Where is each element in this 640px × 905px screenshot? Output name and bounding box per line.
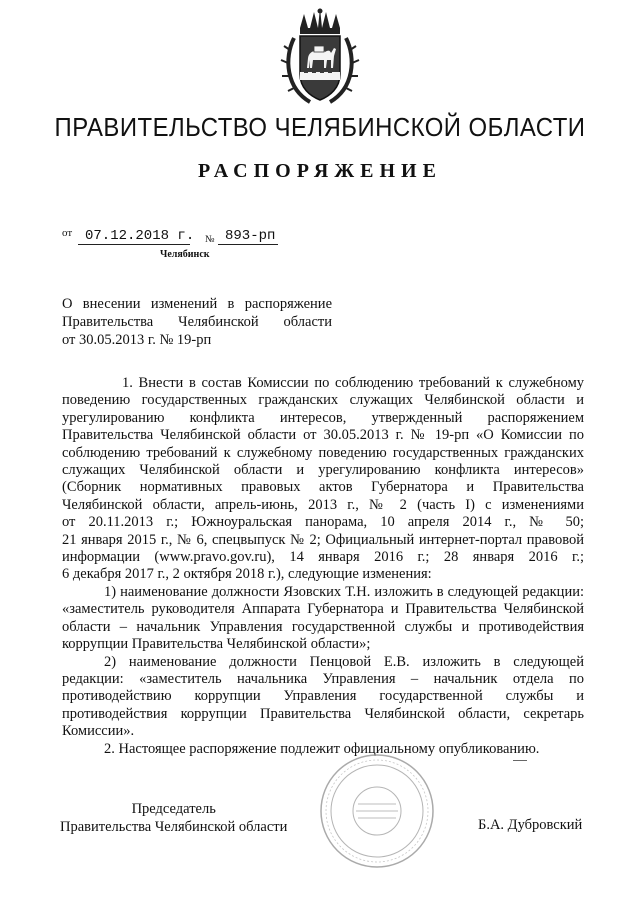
body-line: противодействию коррупции Управления государственной службы и	[62, 688, 584, 705]
body-line: редакции: «заместитель начальника Управления – начальник отдела по	[62, 670, 584, 687]
body-line: служащих Челябинской области и урегулированию конфликта интересов»	[62, 462, 584, 479]
chelyabinsk-coat-of-arms-icon	[280, 8, 360, 106]
body-line: поведению государственных гражданских служащих Челябинской области и	[62, 392, 584, 409]
signatory-position-line: Председатель	[131, 801, 216, 817]
body-line: соблюдению требований к служебному поведению государственных гражданских	[62, 444, 584, 461]
body-line: «заместитель руководителя Аппарата Губернатора и Правительства Челябинской	[62, 601, 584, 618]
number-underline	[218, 244, 278, 245]
document-type-heading: РАСПОРЯЖЕНИЕ	[198, 160, 442, 182]
number-label: №	[205, 234, 215, 245]
scan-mark	[513, 760, 527, 761]
document-number: 893-рп	[225, 228, 276, 244]
body-line: 1) наименование должности Язовских Т.Н. изложить в следующей редакции:	[104, 583, 584, 600]
body-line: области – начальник Управления государственной службы и противодействия	[62, 618, 584, 635]
body-line: 6 декабря 2017 г., 2 октября 2018 г.), следующие изменения:	[62, 566, 432, 583]
document-date: 07.12.2018 г.	[85, 228, 195, 244]
body-line: Правительства Челябинской области от 30.05.2013 г. № 19-рп «О Комиссии по	[62, 427, 584, 444]
body-line: Комиссии».	[62, 723, 135, 740]
body-line: 2) наименование должности Пенцовой Е.В. изложить в следующей	[104, 653, 584, 670]
subject-line: О внесении изменений в распоряжение	[62, 296, 332, 312]
body-line: урегулированию конфликта интересов, утвержденный распоряжением	[62, 409, 584, 426]
government-title: ПРАВИТЕЛЬСТВО ЧЕЛЯБИНСКОЙ ОБЛАСТИ	[54, 112, 586, 142]
city-label: Челябинск	[160, 249, 210, 260]
signatory-name: Б.А. Дубровский	[478, 817, 583, 833]
document-body	[62, 375, 584, 758]
body-line: от 20.11.2013 г.; Южноуральская панорама, 10 апреля 2014 г., № 50;	[62, 514, 584, 531]
body-line: 2. Настоящее распоряжение подлежит официальному опубликованию.	[104, 740, 540, 757]
body-line: Челябинской области, апрель-июнь, 2013 г., № 2 (часть I) с изменениями	[62, 496, 584, 513]
body-line: 1. Внести в состав Комиссии по соблюдению требований к служебному	[122, 375, 584, 391]
signatory-position	[60, 800, 287, 836]
body-line: 21 января 2015 г., № 6, спецвыпуск № 2; Официальный интернет-портал правовой	[62, 531, 584, 548]
document-subject	[62, 295, 332, 349]
subject-line: Правительства Челябинской области	[62, 314, 332, 330]
body-line: (Сборник нормативных правовых актов Губернатора и Правительства	[62, 479, 584, 496]
signatory-position-line: Правительства Челябинской области	[60, 819, 288, 835]
date-from-label: от	[62, 227, 73, 239]
body-line: коррупции Правительства Челябинской области»;	[62, 636, 371, 653]
date-underline	[78, 244, 190, 245]
subject-line: от 30.05.2013 г. № 19-рп	[62, 332, 212, 348]
body-line: противодействия коррупции Правительства Челябинской области, секретарь	[62, 705, 584, 722]
official-round-stamp-icon	[318, 752, 436, 870]
body-line: информации (www.pravo.gov.ru), 14 января 2016 г.; 28 января 2016 г.;	[62, 549, 584, 566]
